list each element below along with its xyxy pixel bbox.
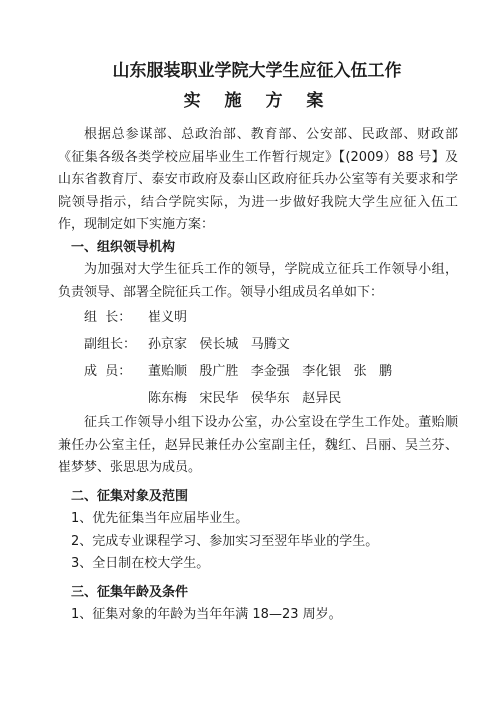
member-list — [58, 304, 458, 412]
document-title: 山东服装职业学院大学生应征入伍工作 — [112, 61, 402, 81]
member-role: 成 员： — [84, 364, 132, 379]
member-names: 崔义明 — [148, 310, 188, 325]
office-paragraph: 征兵工作领导小组下设办公室，办公室设在学生工作处。董贻顺兼任办公室主任，赵异民兼任办公室副主任，魏红、吕丽、吴兰芬、崔梦梦、张思思为成员。 — [58, 415, 458, 475]
list-item: 3、全日制在校大学生。 — [71, 556, 210, 571]
member-row-deputy — [71, 331, 458, 358]
list-item: 1、征集对象的年龄为当年年满 18—23 周岁。 — [71, 607, 342, 622]
list-item: 2、完成专业课程学习、参加实习至翌年毕业的学生。 — [71, 533, 379, 549]
intro-paragraph: 根据总参谋部、总政治部、教育部、公安部、民政部、财政部《征集各级各类学校应届毕业生工作暂行规定》【(2009）88 号】及山东省教育厅、泰安市政府及泰山区政府征兵办公室等有关要求和学院领导指示，结合学院实际，为进一步做好我院大学生应征入伍工作，现制定如下实施方案： — [58, 127, 458, 232]
member-row-members-cont — [71, 385, 458, 412]
section-heading-1: 一、组织领导机构 — [71, 239, 176, 255]
section1-paragraph: 为加强对大学生征兵工作的领导，学院成立征兵工作领导小组，负责领导、部署全院征兵工作。领导小组成员名单如下： — [58, 262, 458, 300]
member-names: 陈东梅 宋民华 侯华东 赵异民 — [148, 391, 342, 406]
member-row-leader — [71, 304, 458, 331]
member-role — [84, 385, 148, 412]
member-row-members — [71, 358, 458, 385]
section-heading-2: 二、征集对象及范围 — [71, 488, 189, 504]
member-role: 副组长： — [84, 337, 137, 352]
section-heading-3: 三、征集年龄及条件 — [71, 584, 189, 600]
document-subtitle: 实 施 方 案 — [183, 91, 333, 111]
member-role: 组 长： — [84, 310, 132, 325]
member-names: 孙京家 侯长城 马腾文 — [148, 337, 290, 352]
member-names: 董贻顺 殷广胜 李金强 李化银 张 鹏 — [148, 364, 392, 379]
list-item: 1、优先征集当年应届毕业生。 — [71, 511, 249, 526]
